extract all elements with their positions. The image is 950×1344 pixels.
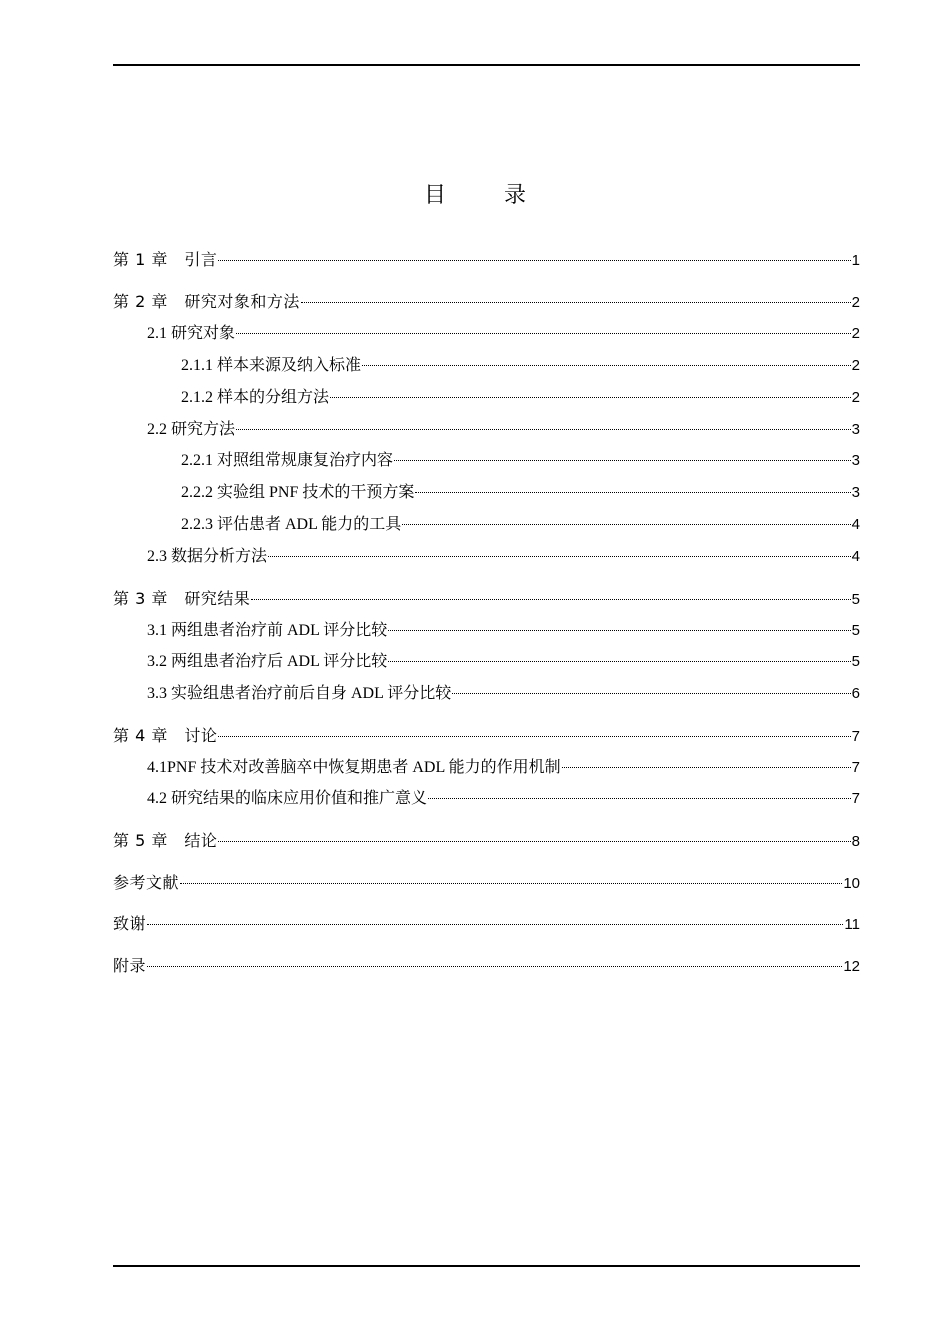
toc-entry-label: 4.2 研究结果的临床应用价值和推广意义: [147, 790, 428, 807]
toc-entry-section-4-2[interactable]: [113, 789, 860, 809]
dot-leader: [301, 302, 851, 303]
dot-leader: [388, 630, 850, 631]
toc-entry-page: 4: [851, 548, 860, 565]
toc-entry-page: 7: [851, 728, 860, 745]
toc-entry-label: 3.3 实验组患者治疗前后自身 ADL 评分比较: [147, 685, 452, 702]
toc-entry-page: 1: [851, 252, 860, 269]
toc-entry-chapter-5[interactable]: [113, 831, 860, 852]
dot-leader: [330, 397, 851, 398]
toc-entry-page: 5: [851, 653, 860, 670]
dot-leader: [147, 966, 842, 967]
toc-entry-chapter-1[interactable]: [113, 250, 860, 271]
toc-entry-page: 10: [843, 875, 860, 892]
toc-entry-label: 第 5 章 结论: [113, 831, 218, 850]
toc-entry-page: 2: [851, 389, 860, 406]
toc-entry-label: 第 1 章 引言: [113, 250, 218, 269]
toc-entry-page: 8: [851, 833, 860, 850]
toc-entry-section-2-2-2[interactable]: [113, 483, 860, 503]
toc-entry-page: 6: [851, 685, 860, 702]
toc-entry-acknowledgements[interactable]: [113, 914, 860, 935]
toc-entry-page: 5: [851, 591, 860, 608]
dot-leader: [452, 693, 850, 694]
dot-leader: [562, 767, 851, 768]
toc-entry-appendix[interactable]: [113, 956, 860, 977]
toc-entry-label: 4.1PNF 技术对改善脑卒中恢复期患者 ADL 能力的作用机制: [147, 759, 561, 776]
toc-entry-label: 2.3 数据分析方法: [147, 548, 268, 565]
toc-entry-label: 2.2.2 实验组 PNF 技术的干预方案: [181, 484, 415, 501]
toc-entry-label: 2.1.2 样本的分组方法: [181, 389, 330, 406]
toc-entry-page: 12: [843, 958, 860, 975]
toc-entry-page: 7: [851, 759, 860, 776]
toc-entry-label: 附录: [113, 956, 147, 975]
dot-leader: [251, 599, 850, 600]
toc-entry-page: 3: [851, 484, 860, 501]
dot-leader: [218, 260, 850, 261]
toc-entry-chapter-2[interactable]: [113, 292, 860, 313]
toc-entry-page: 4: [851, 516, 860, 533]
toc-entry-page: 2: [851, 294, 860, 311]
dot-leader: [218, 736, 850, 737]
toc-entry-label: 2.1.1 样本来源及纳入标准: [181, 357, 362, 374]
toc-entry-page: 5: [851, 622, 860, 639]
toc-entry-section-2-2[interactable]: [113, 420, 860, 440]
toc-entry-label: 2.2.3 评估患者 ADL 能力的工具: [181, 516, 402, 533]
toc-entry-chapter-3[interactable]: [113, 589, 860, 610]
dot-leader: [236, 333, 851, 334]
toc-entry-page: 7: [851, 790, 860, 807]
header-rule: [113, 64, 860, 66]
dot-leader: [180, 883, 842, 884]
footer-rule: [113, 1265, 860, 1267]
toc-entry-label: 3.2 两组患者治疗后 ADL 评分比较: [147, 653, 388, 670]
toc-entry-label: 第 2 章 研究对象和方法: [113, 292, 300, 311]
dot-leader: [147, 924, 843, 925]
toc-entry-references[interactable]: [113, 873, 860, 894]
dot-leader: [218, 841, 850, 842]
toc-entry-label: 第 3 章 研究结果: [113, 589, 251, 608]
dot-leader: [362, 365, 851, 366]
toc-entry-section-4-1[interactable]: [113, 758, 860, 778]
toc-entry-section-2-3[interactable]: [113, 547, 860, 567]
dot-leader: [236, 429, 851, 430]
toc-entry-section-2-2-3[interactable]: [113, 515, 860, 535]
toc-entry-chapter-4[interactable]: [113, 726, 860, 747]
toc-entry-section-2-1[interactable]: [113, 324, 860, 344]
dot-leader: [394, 460, 851, 461]
toc-entry-section-3-2[interactable]: [113, 652, 860, 672]
dot-leader: [415, 492, 850, 493]
toc-entry-section-2-1-2[interactable]: [113, 388, 860, 408]
page-title: 目 录: [423, 183, 544, 208]
toc-entry-page: 3: [851, 421, 860, 438]
dot-leader: [388, 661, 850, 662]
toc-entry-section-3-3[interactable]: [113, 684, 860, 704]
toc-entry-section-2-1-1[interactable]: [113, 356, 860, 376]
dot-leader: [402, 524, 850, 525]
toc-entry-label: 2.2 研究方法: [147, 421, 236, 438]
toc-entry-page: 2: [851, 325, 860, 342]
toc-entry-label: 3.1 两组患者治疗前 ADL 评分比较: [147, 622, 388, 639]
toc-entry-label: 参考文献: [113, 873, 180, 892]
toc-entry-page: 11: [844, 916, 860, 933]
toc-entry-section-3-1[interactable]: [113, 621, 860, 641]
toc-entry-page: 2: [851, 357, 860, 374]
toc-entry-label: 第 4 章 讨论: [113, 726, 218, 745]
toc-entry-page: 3: [851, 452, 860, 469]
toc-entry-label: 致谢: [113, 914, 147, 933]
dot-leader: [268, 556, 851, 557]
dot-leader: [428, 798, 851, 799]
toc-entry-label: 2.1 研究对象: [147, 325, 236, 342]
toc-entry-section-2-2-1[interactable]: [113, 451, 860, 471]
toc-entry-label: 2.2.1 对照组常规康复治疗内容: [181, 452, 394, 469]
